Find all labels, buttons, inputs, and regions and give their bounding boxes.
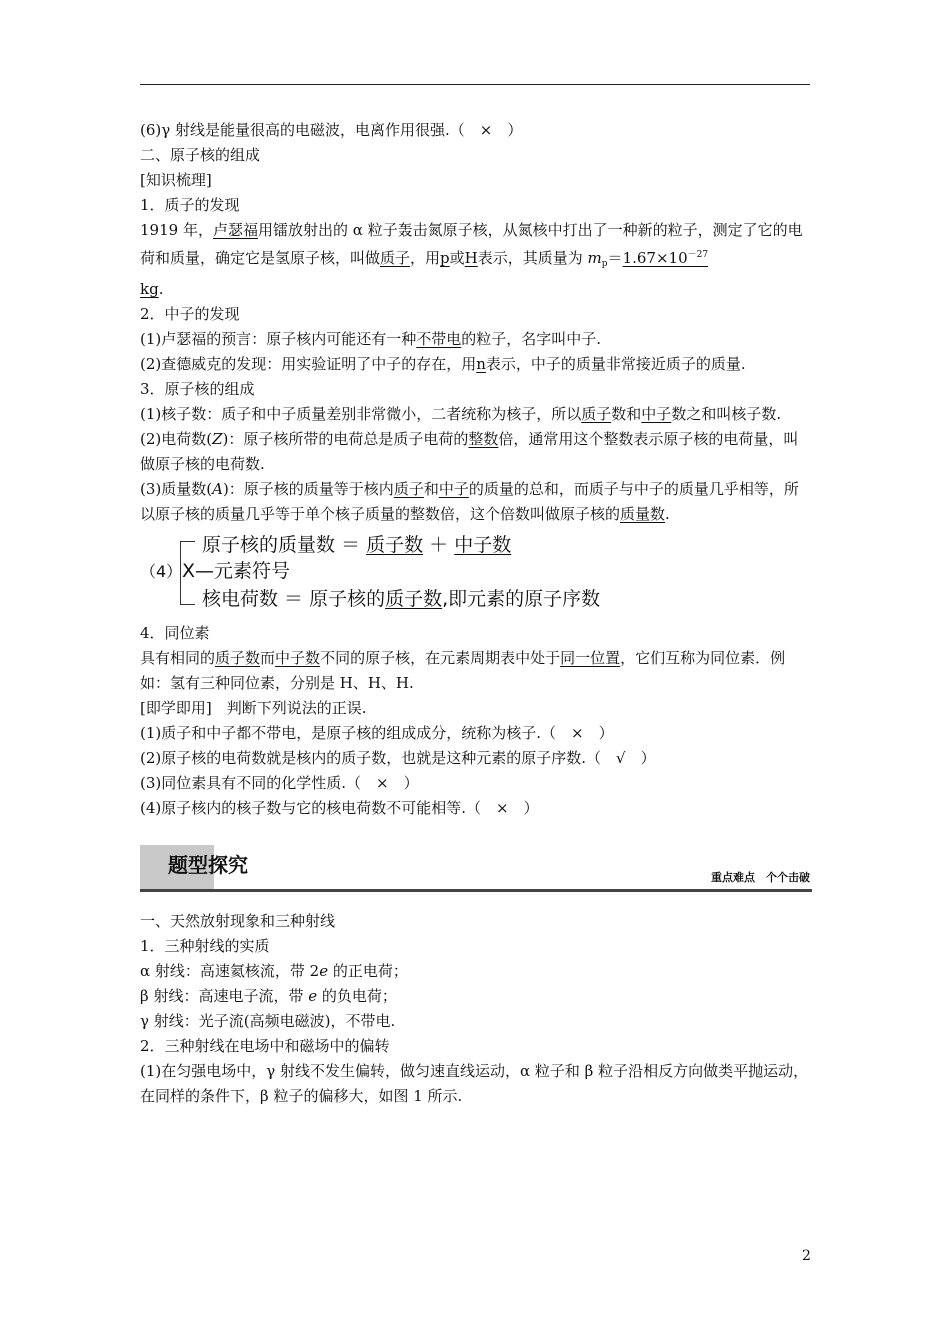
text: α 射线：高速氦核流，带 2 [140,962,320,980]
text: 核电荷数 ＝ 原子核的 [202,588,386,610]
blank-neutron-number: 中子数 [275,649,321,667]
composition-item-3 [140,477,812,527]
proton-paragraph [140,218,812,302]
text: . [158,280,164,298]
text: (1)卢瑟福的预言：原子核内可能还有一种 [140,330,417,348]
blank-h-symbol: H [464,249,478,267]
equals: ＝ [607,249,623,267]
text: (2)查德威克的发现：用实验证明了中子的存在，用 [140,355,477,373]
blank-no-charge: 不带电 [416,330,462,348]
text: )：原子核所带的电荷总是质子电荷的 [222,430,469,448]
mass-unit: kg [140,280,159,298]
text: ,即元素的原子序数 [442,588,601,610]
text: 的负电荷； [317,987,397,1005]
page-content [140,118,812,1109]
isotope-paragraph [140,646,812,696]
text: 不同的原子核，在元素周期表中处于 [320,649,561,667]
header-rule [140,84,810,85]
diagram-row-symbol: X—元素符号 [182,560,291,582]
text: 数和 [611,405,642,423]
rays-heading: 一、天然放射现象和三种射线 [140,912,336,930]
neutron-item-2 [140,352,812,377]
blank-proton: 质子 [393,480,424,498]
blank-p-symbol: p [440,249,450,267]
rays-nature-title: 1．三种射线的实质 [140,937,270,955]
blank-proton: 质子 [581,405,612,423]
mass-subscript: p [601,259,608,269]
deflection-title: 2．三种射线在电场中和磁场中的偏转 [140,1037,390,1055]
blank-neutron: 中子 [438,480,469,498]
charge-e: e [308,987,318,1005]
practice-item-4: (4)原子核内的核子数与它的核电荷数不可能相等.（ × ） [140,799,539,817]
text: 而 [260,649,276,667]
blank-integer: 整数 [468,430,499,448]
text: (2)电荷数( [140,430,213,448]
section-rule [140,889,812,892]
text: ，它们互称为同位素．例如：氢有三种同位素，分别是 H、H、H. [140,649,786,692]
composition-title: 3．原子核的组成 [140,380,255,398]
charge-e: e [319,962,329,980]
section-subtitle: 重点难点 个个击破 [711,871,810,884]
blank-neutron: 中子 [641,405,672,423]
composition-item-2 [140,427,812,477]
text: 的粒子，名字叫中子. [461,330,602,348]
blank-proton-count: 质子数 [366,534,424,556]
text: 用镭放射出的 α 粒子轰击氮原子核，从氮核中打出了一种新的粒子，测定了它的电荷和质量，确定它是氢原子核，叫做 [140,221,803,267]
neutron-item-1 [140,327,812,352]
text: 或 [449,249,465,267]
text: (1)核子数：质子和中子质量差别非常微小，二者统称为核子，所以 [140,405,582,423]
proton-discovery-title: 1．质子的发现 [140,196,240,214]
text: 具有相同的 [140,649,216,667]
blank-mass-number: 质量数 [620,505,666,523]
text: 1919 年， [140,221,213,239]
neutron-discovery-title: 2．中子的发现 [140,305,240,323]
diagram-row-charge [202,587,600,612]
practice-item-1: (1)质子和中子都不带电，是原子核的组成成分，统称为核子.（ × ） [140,724,614,742]
mass-value: 1.67×10 [622,249,688,267]
mass-exponent: －27 [687,250,709,260]
isotope-title: 4．同位素 [140,624,210,642]
blank-neutron-count: 中子数 [454,534,512,556]
section-heading-nucleus-composition: 二、原子核的组成 [140,146,261,164]
alpha-ray-line [140,959,812,984]
text: 的正电荷； [328,962,408,980]
text: 的质量的总和，而质子与中子的质量几乎相等，所以原子核的质量几乎等于单个核子质量的整数倍，这个倍数叫做原子核的 [140,480,799,523]
practice-item-3: (3)同位素具有不同的化学性质.（ × ） [140,774,419,792]
text: 原子核的质量数 ＝ [202,534,367,556]
section-header-bar [140,845,812,891]
blank-n-symbol: n [476,355,486,373]
page-number: 2 [802,1248,811,1264]
practice-tag: [即学即用] 判断下列说法的正误. [140,699,367,717]
text: ，用 [410,249,441,267]
beta-ray-line [140,984,812,1009]
practice-item-2: (2)原子核的电荷数就是核内的质子数，也就是这种元素的原子序数.（ √ ） [140,749,656,767]
gamma-ray-line: γ 射线：光子流(高频电磁波)，不带电. [140,1012,396,1030]
text: )：原子核的质量等于核内 [222,480,394,498]
blank-proton-count: 质子数 [385,588,443,610]
text: 数之和叫核子数. [671,405,782,423]
nuclide-notation-diagram [140,533,812,617]
text: 表示，其质量为 [477,249,588,267]
knowledge-tag: [知识梳理] [140,171,212,189]
text: 和 [423,480,439,498]
text: 表示，中子的质量非常接近质子的质量. [485,355,746,373]
section-title: 题型探究 [168,853,248,877]
blank-rutherford: 卢瑟福 [212,221,258,239]
symbol-z: Z [212,430,223,448]
symbol-a: A [212,480,223,498]
blank-proton-number: 质子数 [215,649,261,667]
composition-item-1 [140,402,812,427]
text: (3)质量数( [140,480,213,498]
diagram-row-mass-number [202,533,511,558]
mass-symbol: m [587,249,602,267]
text: . [665,505,670,523]
deflection-item-1: (1)在匀强电场中，γ 射线不发生偏转，做匀速直线运动，α 粒子和 β 粒子沿相反方向做类平抛运动，在同样的条件下，β 粒子的偏移大，如图 1 所示. [140,1062,809,1105]
diagram-label: （4） [140,562,183,581]
statement-6: (6)γ 射线是能量很高的电磁波，电离作用很强.（ × ） [140,121,523,139]
blank-proton: 质子 [380,249,411,267]
text: 倍，通常用这个整数表示原子核的电荷量，叫做原子核的电荷数. [140,430,799,473]
text: ＋ [423,534,455,556]
blank-same-position: 同一位置 [560,649,621,667]
text: β 射线：高速电子流，带 [140,987,309,1005]
